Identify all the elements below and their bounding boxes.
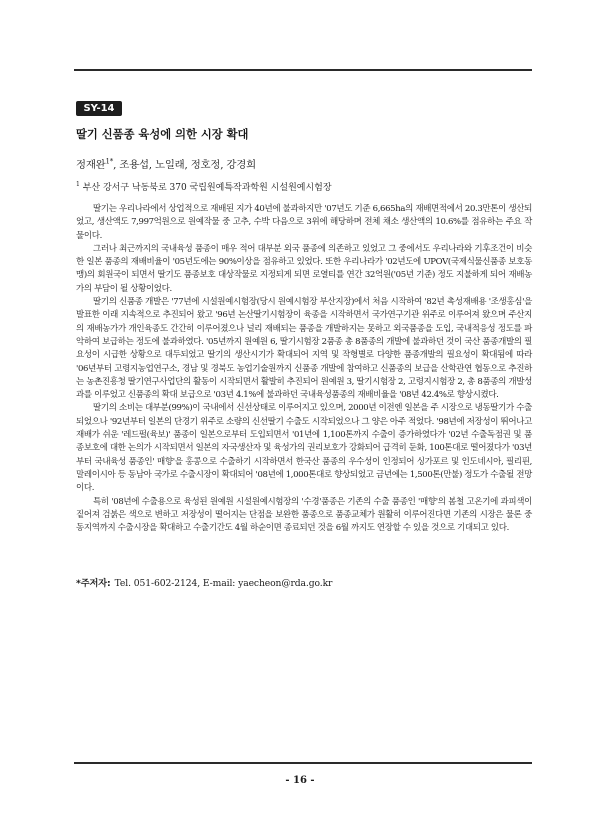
abstract-paragraph: 그러나 최근까지의 국내육성 품종이 매우 적어 대부분 외국 품종에 의존하고 있었고 그 중에서도 우리나라와 기후조건이 비슷한 일본 품종의 재배비율이 '05년도에는 90%이상을 점유하고 있었다. 또한 우리나라가 '02년도에 UPOV(국제식물신품종 보호동맹)의 회원국이 되면서 딸기도 품종보호 대상작물로 지정되게 되면 로열티를 연간 32억원('05년 기준) 정도 지불하게 되어 재배농가의 부담이 될 상황이었다. — [76, 243, 532, 294]
paper-title: 딸기 신품종 육성에 의한 시장 확대 — [76, 128, 249, 141]
abstract-paragraph: 특히 '08년에 수출용으로 육성된 원예원 시설원예시험장의 '수경'품종은 기존의 수출 품종인 '매향'의 봄철 고온기에 과피색이 짙어져 검붉은 색으로 변하고 저장성이 떨어지는 단점을 보완한 품종으로 품종교체가 원활히 이루어진다면 기존의 시장은 물론 중동지역까지 수출시장을 확대하고 수출기간도 4월 하순이면 종료되던 것을 6월 까지도 연장할 수 있을 것으로 기대되고 있다. — [76, 496, 532, 534]
affiliation-text: 부산 강서구 낙동북로 370 국립원예특작과학원 시설원예시험장 — [82, 183, 332, 193]
presenting-author: 정재완 — [76, 159, 106, 171]
author-affiliation-mark: 1* — [105, 157, 114, 166]
contact-label: *주저자: — [76, 578, 111, 589]
session-badge: SY-14 — [76, 101, 122, 116]
abstract-body — [76, 203, 532, 535]
abstract-paragraph: 딸기의 신품종 개발은 '77년에 시설원예시험장(당시 원예시험장 부산지장)에서 처음 시작하여 '82년 촉성재배용 '조생홍심'을 발표한 이래 지속적으로 추진되어 왔고 '96년 논산딸기시험장이 육종을 시작하면서 국가연구기관 위주로 이루어져 왔으며 주산지의 재배농가가 개인육종도 간간히 이루어졌으나 널리 재배되는 품종을 개발하지는 못하고 외국품종을 도입, 국내적응성 정도를 파악하여 보급하는 정도에 불과하였다. '05년까지 원예원 6, 딸기시험장 2품종 총 8품종의 개발에 불과하던 것이 국산 품종개발의 필요성이 시급한 상황으로 대두되었고 딸기의 생산시기가 확대되어 지역 및 작형별로 다양한 품종개발의 필요성이 확대됨에 따라 '06년부터 고령지농업연구소, 경남 및 경북도 농업기술원까지 신품종 개발에 참여하고 신품종의 보급을 산학관연 협동으로 추진하는 농촌진흥청 딸기연구사업단의 활동이 시작되면서 활발히 추진되어 원예원 3, 딸기시험장 2, 고령지시험장 2, 총 8품종의 개발성과를 이루었고 신품종의 확대 보급으로 '03년 4.1%에 불과하던 국내육성품종의 재배비율을 '08년 42.4%로 향상시켰다. — [76, 297, 532, 401]
header-rule — [74, 69, 532, 71]
contact-details: Tel. 051-602-2124, E-mail: yaecheon@rda.go.kr — [114, 578, 333, 589]
corresponding-author-contact — [76, 575, 332, 589]
affiliation — [76, 180, 332, 193]
co-authors: , 조용섭, 노일래, 정호정, 강경희 — [113, 159, 256, 171]
page-number: - 16 - — [285, 775, 315, 786]
abstract-paragraph: 딸기의 소비는 대부분(99%)이 국내에서 신선상태로 이루어지고 있으며, 2000년 이전엔 일본을 주 시장으로 냉동딸기가 수출되었으나 '92년부터 일본의 단경기 위주로 소량의 신선딸기 수출도 시작되었으나 그 양은 아주 적었다. '98년에 저장성이 뛰어나고 재배가 쉬운 '레드펄(육보)' 품종이 일본으로부터 도입되면서 '01년에 1,100톤까지 수출이 증가하였다가 '02년 수출독점권 및 품종보호에 대한 논의가 시작되면서 일본의 자국생산자 및 육성가의 권리보호가 강화되어 급격히 둔화, 100톤대로 떨어졌다가 '03년부터 국내육성 품종인' 매향'을 홍콩으로 수출하기 시작하면서 한국산 품종의 우수성이 인정되어 싱가포르 및 인도네시아, 필리핀, 말레이시아 등 동남아 국가로 수출시장이 확대되어 '08년에 1,000톤대로 향상되었고 금년에는 1,500톤(만불) 정도가 수출될 전망이다. — [76, 403, 532, 494]
author-list — [76, 156, 256, 171]
footer-rule — [74, 762, 532, 764]
affiliation-mark: 1 — [76, 181, 80, 188]
abstract-paragraph: 딸기는 우리나라에서 상업적으로 재배된 지가 40년에 불과하지만 '07년도 기준 6,665ha의 재배면적에서 20.3만톤이 생산되었고, 생산액도 7,997억원으로 원예작물 중 고추, 수박 다음으로 3위에 해당하며 전체 채소 생산액의 10.6%를 점유하는 주요 작물이다. — [76, 204, 532, 241]
